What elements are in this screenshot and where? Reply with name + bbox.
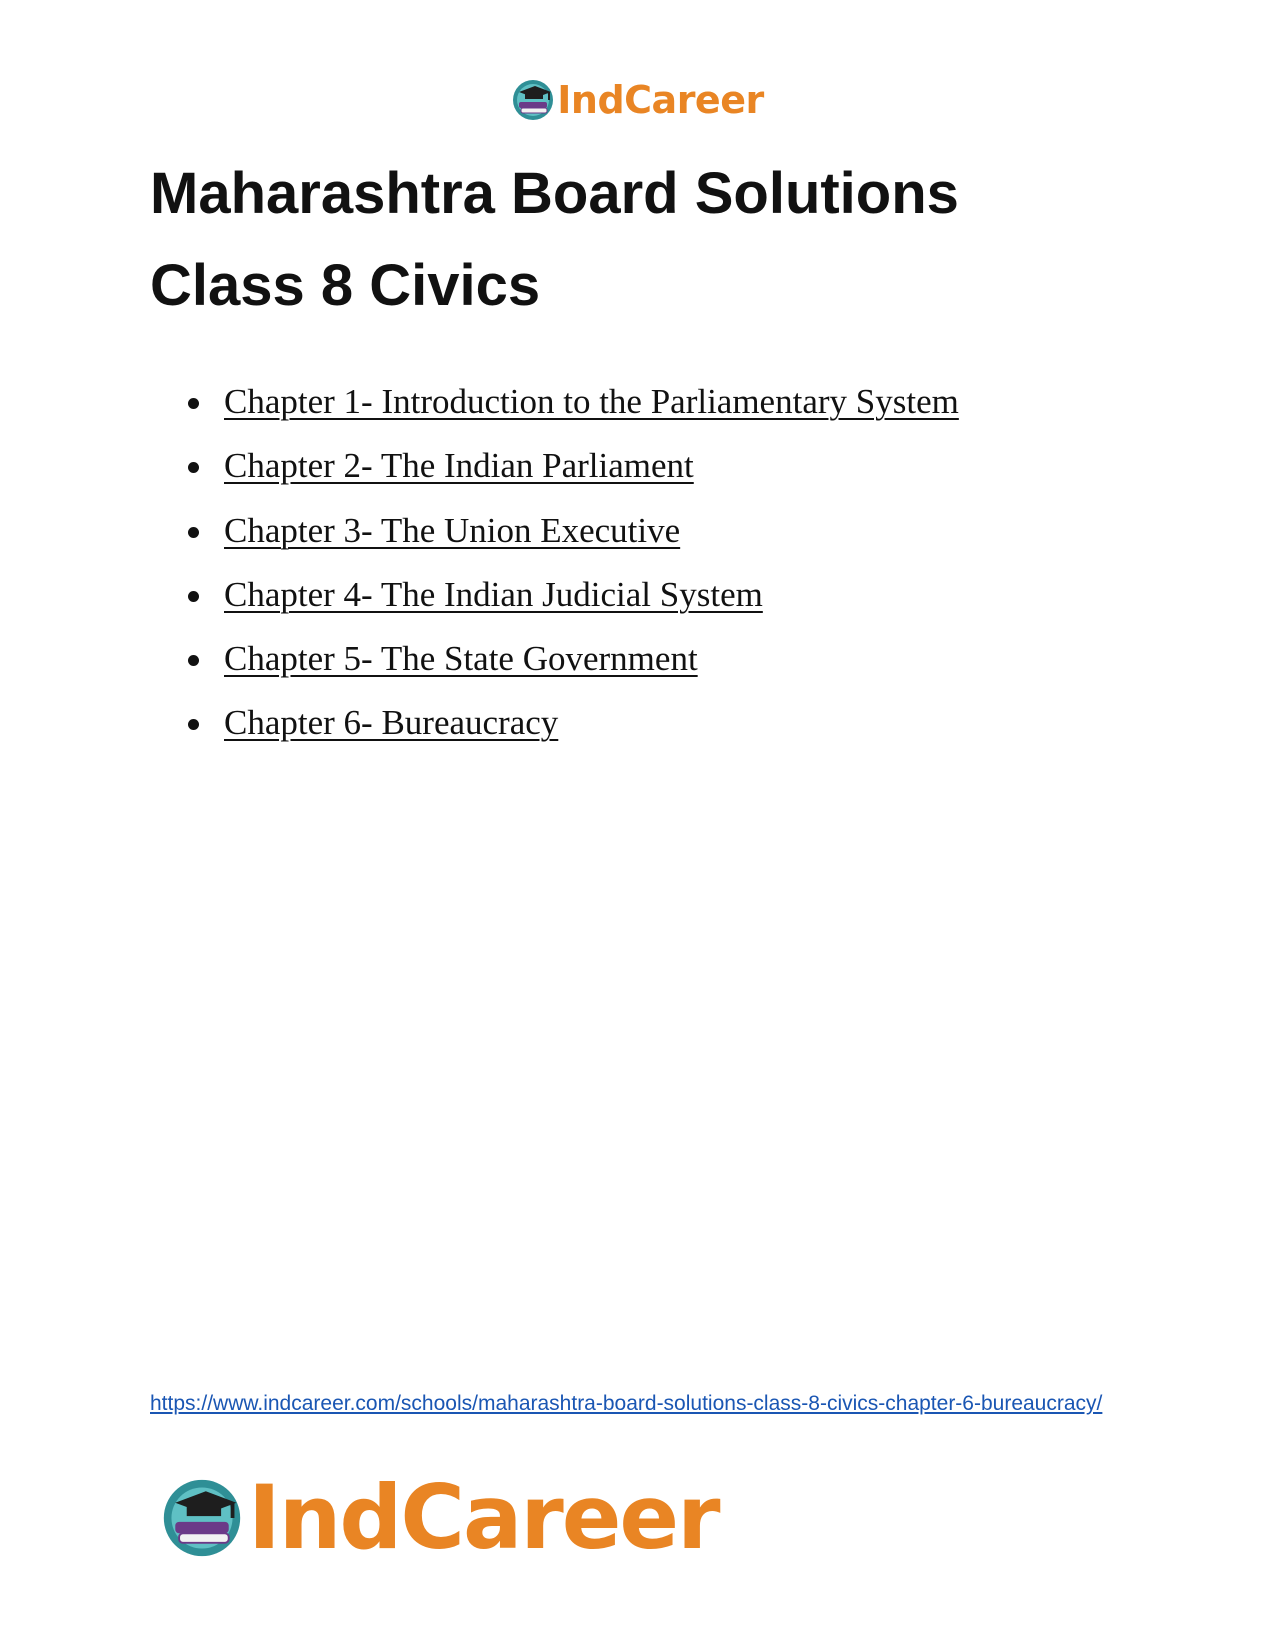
chapter-1-link[interactable]: Chapter 1- Introduction to the Parliamentary System <box>224 382 959 421</box>
list-item <box>188 627 959 691</box>
chapter-2-link[interactable]: Chapter 2- The Indian Parliament <box>224 446 694 486</box>
brand-wordmark: IndCareer <box>557 78 764 122</box>
page-title-line-2: Class 8 Civics <box>150 253 541 318</box>
list-item <box>188 370 959 434</box>
bullet-icon <box>188 655 199 666</box>
footer-brand-wordmark: IndCareer <box>248 1466 719 1569</box>
list-item <box>188 563 959 627</box>
graduation-cap-books-icon <box>511 78 555 122</box>
bullet-icon <box>188 591 199 602</box>
page-title <box>150 148 1150 332</box>
page-title-line-1: Maharashtra Board Solutions <box>150 161 959 226</box>
bullet-icon <box>188 398 199 409</box>
bullet-icon <box>188 462 199 473</box>
chapter-3-link[interactable]: Chapter 3- The Union Executive <box>224 510 681 550</box>
chapter-5-link[interactable]: Chapter 5- The State Government <box>224 639 698 679</box>
list-item <box>188 499 959 563</box>
bullet-icon <box>188 527 199 538</box>
header-logo <box>0 78 1275 122</box>
graduation-cap-books-icon <box>160 1476 244 1560</box>
chapter-6-link[interactable]: Chapter 6- Bureaucracy <box>224 703 559 743</box>
chapter-4-link[interactable]: Chapter 4- The Indian Judicial System <box>224 574 763 614</box>
chapter-list <box>188 370 959 756</box>
list-item <box>188 434 959 498</box>
bullet-icon <box>188 719 199 730</box>
source-url-link[interactable]: https://www.indcareer.com/schools/maharashtra-board-solutions-class-8-civics-chapter-6-bureaucracy/ <box>150 1392 1103 1415</box>
list-item <box>188 691 959 755</box>
footer-logo <box>160 1468 719 1568</box>
